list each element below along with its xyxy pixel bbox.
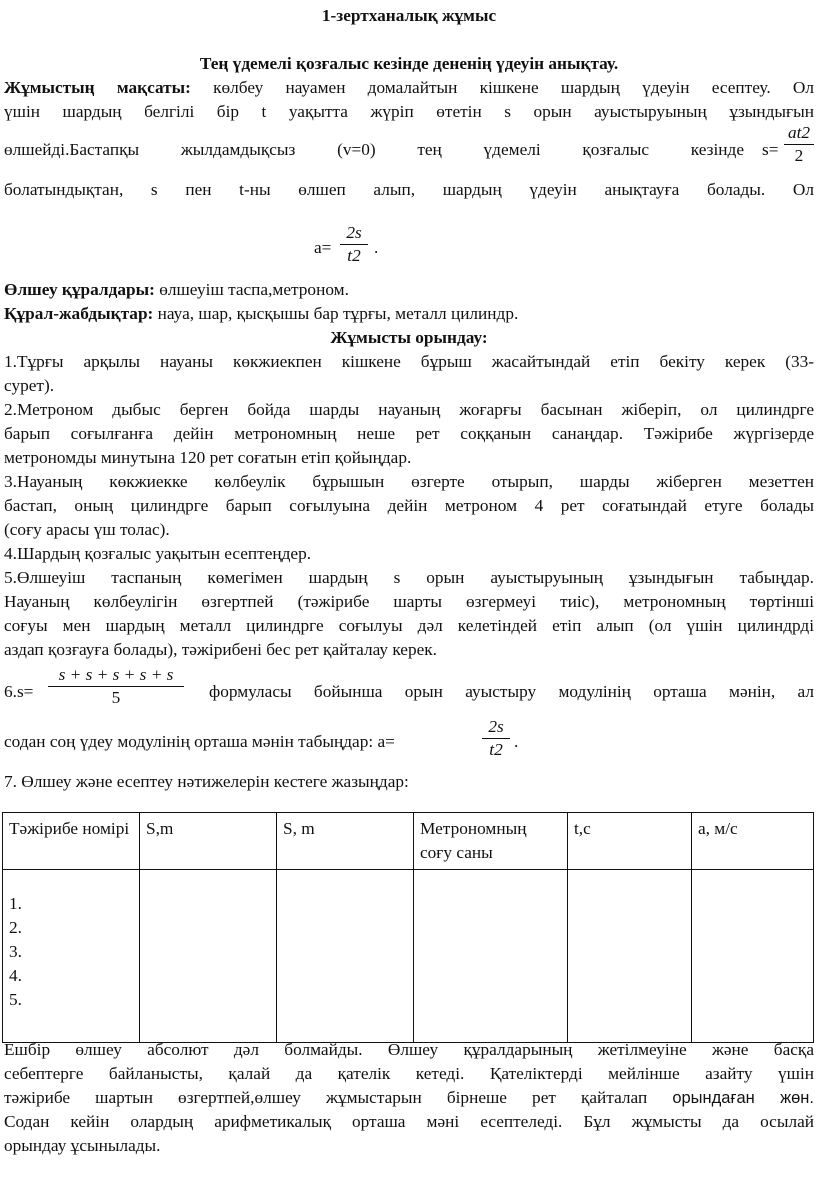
row-number: 4.: [9, 966, 22, 985]
step-6-line-1: 6.s= $\frac{s + s + s + s + s}{5}$ формуласы бойынша орын ауыстыру модулінің орташа мәнін, ал: [4, 665, 814, 707]
header-s-1: S,m: [140, 813, 277, 870]
purpose-line-1: Жұмыстың мақсаты: көлбеу науамен домалайтын кішкене шардың үдеуін есептеу. Ол: [4, 78, 814, 97]
step-7: 7. Өлшеу және есептеу нәтижелерін кестеге жазыңдар:: [4, 772, 409, 791]
step-2-line-2: барып соғылғанға дейін метрономның неше рет соққанын санаңдар. Тәжірибе жүргізерде: [4, 424, 814, 443]
step-3-line-3: (соғу арасы үш толас).: [4, 520, 170, 539]
equipment-line: Құрал-жабдықтар: науа, шар, қысқышы бар тұрғы, металл цилиндр.: [4, 304, 519, 323]
topic-title: Тең үдемелі қозғалыс кезінде дененің үдеуін анықтау.: [199, 54, 619, 73]
step-2-line-3: метрономды минутына 120 рет соғатын етіп қойыңдар.: [4, 448, 412, 467]
formula-a: a= $\frac{2s}{t2}$ .: [314, 223, 379, 265]
results-table: [2, 812, 814, 1043]
formula-s-fraction: $\frac{at2}{2}$: [784, 122, 814, 167]
step-6-line-2: содан соң үдеу модулінің орташа мәнін табыңдар: a= $\frac{2s}{t2}$ .: [4, 717, 519, 759]
step-4: 4.Шардың қозғалыс уақытын есептеңдер.: [4, 544, 312, 563]
step-3-line-1: 3.Науаның көкжиекке көлбеулік бұрышын өзгерте отырып, шарды жіберген мезеттен: [4, 472, 814, 491]
step-2-line-1: 2.Метроном дыбыс берген бойда шарды науаның жоғарғы басынан жіберіп, ол цилиндрге: [4, 400, 814, 419]
table-cell-row-numbers: [3, 870, 140, 1043]
conclusion-line-4: Содан кейін олардың арифметикалық орташа мәні есептеледі. Бұл жұмысты да осылай: [4, 1112, 814, 1131]
formula-a-fraction: $\frac{2s}{t2}$: [340, 222, 368, 267]
header-experiment-number: Тәжірибе номірі: [3, 813, 140, 870]
row-number: 5.: [9, 990, 22, 1009]
table-cell-empty: [692, 870, 814, 1043]
purpose-line-2: үшін шардың белгілі бір t уақытта жүріп өтетін s орын ауыстыруының ұзындығын: [4, 102, 814, 121]
row-number: 2.: [9, 918, 22, 937]
header-s-2: S, m: [277, 813, 414, 870]
purpose-line-3: өлшейді.Бастапқы жылдамдықсыз (v=0) тең үдемелі қозғалыс кезінде s= $\frac{at2}{2}$: [4, 124, 814, 176]
instruments-label: Өлшеу құралдары:: [4, 280, 155, 299]
step-5-line-3: соғуы мен шардың металл цилиндрге соғылуы дәл келетіндей етіп алып (ол үшін цилиндрді: [4, 616, 814, 635]
table-cell-empty: [140, 870, 277, 1043]
row-number: 1.: [9, 894, 22, 913]
purpose-line-4: болатындықтан, s пен t-ны өлшеп алып, шардың үдеуін анықтауға болады. Ол: [4, 180, 814, 199]
procedure-title: Жұмысты орындау:: [330, 328, 488, 347]
table-cell-empty: [414, 870, 568, 1043]
header-metronome-count: Метрономның соғу саны: [414, 813, 568, 870]
purpose-label: Жұмыстың мақсаты:: [4, 78, 191, 97]
step-5-line-1: 5.Өлшеуіш таспаның көмегімен шардың s орын ауыстыруының ұзындығын табыңдар.: [4, 568, 814, 587]
header-acceleration: a, м/с: [692, 813, 814, 870]
step-5-line-2: Науаның көлбеулігін өзгертпей (тәжірибе шарты өзгермеуі тиіс), метрономның төртінші: [4, 592, 814, 611]
conclusion-line-3: тәжірибе шартын өзгертпей,өлшеу жұмыстарын бірнеше рет қайталап орындаған жөн.: [4, 1088, 815, 1107]
conclusion-sans-fragment: орындаған жөн.: [672, 1089, 815, 1107]
conclusion-line-5: орындау ұсынылады.: [4, 1136, 161, 1155]
row-number: 3.: [9, 942, 22, 961]
table-cell-empty: [277, 870, 414, 1043]
instruments-line: Өлшеу құралдары: өлшеуіш таспа,метроном.: [4, 280, 349, 299]
lab-title: 1-зертханалық жұмыс: [321, 6, 497, 25]
table-row: [3, 870, 814, 1043]
equipment-label: Құрал-жабдықтар:: [4, 304, 154, 323]
header-time: t,c: [568, 813, 692, 870]
table-cell-empty: [568, 870, 692, 1043]
step-1-line-1: 1.Тұрғы арқылы науаны көкжиекпен кішкене бұрыш жасайтындай етіп бекіту керек (33-: [4, 352, 814, 371]
table-header-row: [3, 813, 814, 870]
step-3-line-2: бастап, оның цилиндрге барып соғылуына дейін метроном 4 рет соғатындай етуге болады: [4, 496, 814, 515]
mean-a-fraction: $\frac{2s}{t2}$: [482, 716, 510, 761]
conclusion-line-2: себептерге байланысты, қалай да қателік кетеді. Қателіктерді мейлінше азайту үшін: [4, 1064, 814, 1083]
step-5-line-4: аздап қозғауға болады), тәжірибені бес рет қайталау керек.: [4, 640, 437, 659]
step-1-line-2: сурет).: [4, 376, 55, 395]
mean-s-fraction: $\frac{s + s + s + s + s}{5}$: [48, 664, 184, 709]
conclusion-line-1: Ешбір өлшеу абсолют дәл болмайды. Өлшеу құралдарының жетілмеуіне және басқа: [4, 1040, 814, 1059]
